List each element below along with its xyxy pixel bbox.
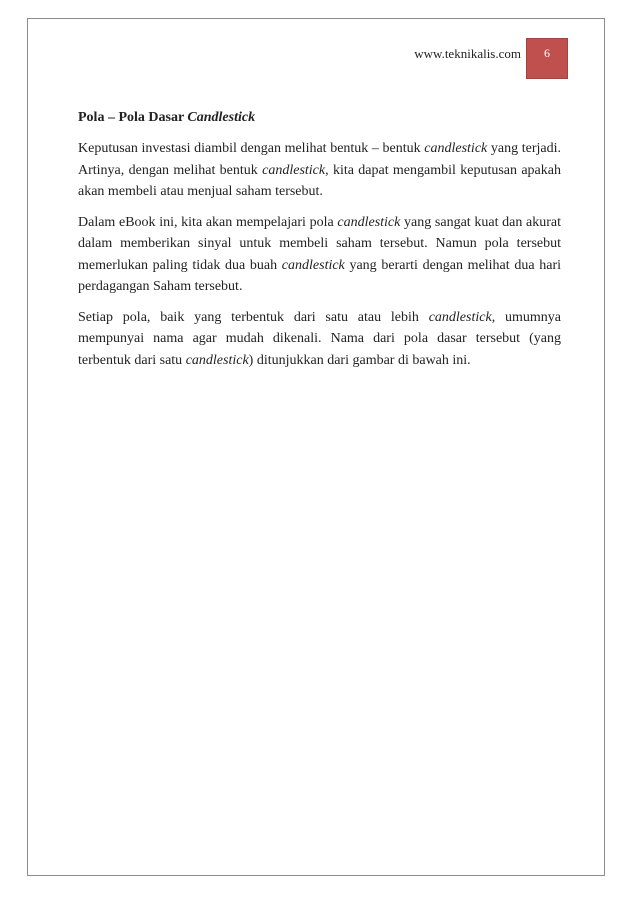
paragraph-3 [78, 307, 561, 372]
paragraph-2 [78, 212, 561, 298]
italic-term: candlestick [337, 214, 401, 230]
italic-term: candlestick [428, 309, 492, 325]
text-run: , kita dapat mengambil keputusan apakah akan membeli atau menjual saham tersebut. [78, 162, 561, 199]
italic-term: candlestick [424, 141, 488, 156]
italic-term: candlestick [281, 257, 345, 273]
section-title-italic: Candlestick [187, 110, 256, 125]
text-run: Dalam eBook ini, kita akan mempelajari pola [78, 214, 338, 230]
text-run: ) ditunjukkan dari gambar di bawah ini. [248, 352, 471, 368]
section-title-prefix: Pola – Pola Dasar [78, 110, 188, 125]
section-title [78, 108, 561, 128]
text-run: yang berarti dengan melihat dua hari perdagangan Saham tersebut. [78, 257, 562, 294]
italic-term: candlestick [262, 162, 326, 178]
text-run: Keputusan investasi diambil dengan melihat bentuk – bentuk [78, 141, 425, 156]
document-body [78, 108, 561, 380]
text-run: , umumnya mempunyai nama agar mudah dikenali. Nama dari pola dasar tersebut (yang terbentuk dari satu [78, 309, 561, 368]
page-number-badge: 6 [526, 38, 568, 79]
text-run: yang terjadi. Artinya, dengan melihat bentuk [78, 141, 561, 178]
header-url: www.teknikalis.com [414, 46, 521, 61]
paragraph-1 [78, 138, 561, 203]
text-run: yang sangat kuat dan akurat dalam memberikan sinyal untuk membeli saham tersebut. Namun pola tersebut memerlukan paling tidak dua buah [78, 214, 562, 273]
italic-term: candlestick [185, 352, 249, 368]
text-run: Setiap pola, baik yang terbentuk dari satu atau lebih [78, 309, 429, 325]
